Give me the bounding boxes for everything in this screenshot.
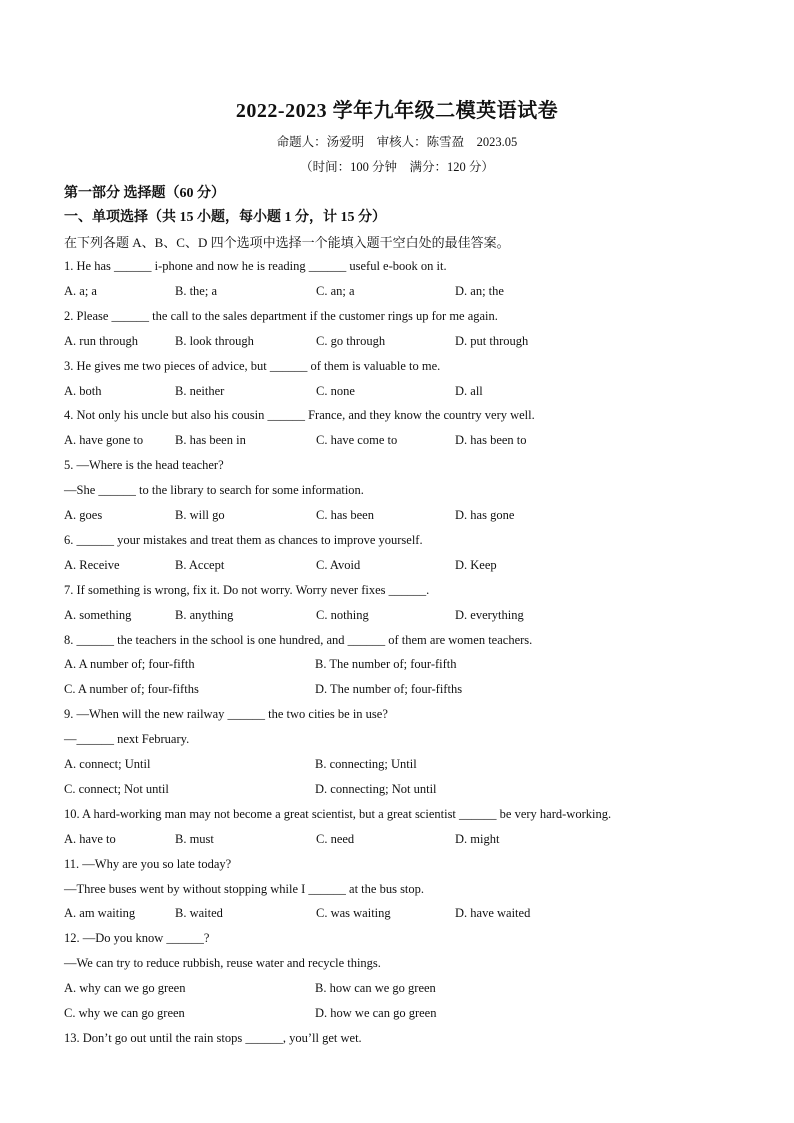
answer-option[interactable]: A. a; a xyxy=(64,283,97,298)
option-row xyxy=(64,381,744,401)
answer-option[interactable]: A. connect; Until xyxy=(64,757,151,771)
exam-title: 2022-2023 学年九年级二模英语试卷 xyxy=(235,100,559,122)
section-heading: 一、单项选择（共 15 小题，每小题 1 分，计 15 分） xyxy=(64,210,386,225)
answer-option[interactable]: C. an; a xyxy=(316,283,355,298)
answer-option[interactable]: A. goes xyxy=(64,508,103,522)
answer-option[interactable]: D. all xyxy=(455,383,483,398)
option-row xyxy=(64,281,744,301)
question-text: 12. —Do you know ______? xyxy=(64,931,210,946)
answer-option[interactable]: C. none xyxy=(316,383,355,398)
answer-option[interactable]: A. both xyxy=(64,383,102,398)
option-row xyxy=(64,654,744,674)
answer-option[interactable]: B. will go xyxy=(175,508,225,522)
answer-option[interactable]: B. has been in xyxy=(175,433,246,448)
question-text: —Three buses went by without stopping while I ______ at the bus stop. xyxy=(64,881,425,896)
answer-option[interactable]: B. Accept xyxy=(175,557,225,572)
option-row xyxy=(64,903,744,923)
answer-option[interactable]: D. an; the xyxy=(455,283,504,298)
answer-option[interactable]: A. Receive xyxy=(64,557,120,572)
answer-option[interactable]: A. why can we go green xyxy=(64,981,186,996)
answer-option[interactable]: D. everything xyxy=(455,607,524,622)
option-row xyxy=(64,430,744,450)
question-text: —______ next February. xyxy=(64,732,190,747)
answer-option[interactable]: D. has been to xyxy=(455,433,527,448)
answer-option[interactable]: B. connecting; Until xyxy=(315,757,417,771)
answer-option[interactable]: C. need xyxy=(316,831,355,846)
answer-option[interactable]: B. how can we go green xyxy=(315,981,436,996)
answer-option[interactable]: C. A number of; four-fifths xyxy=(64,682,199,697)
answer-option[interactable]: D. has gone xyxy=(455,508,515,522)
question-text: 3. He gives me two pieces of advice, but ______ of them is valuable to me. xyxy=(64,358,441,373)
option-row xyxy=(64,1003,744,1023)
answer-option[interactable]: C. has been xyxy=(316,508,374,522)
option-row xyxy=(64,978,744,998)
answer-option[interactable]: C. go through xyxy=(316,333,386,348)
question-text: —We can try to reduce rubbish, reuse water and recycle things. xyxy=(64,956,381,971)
option-row xyxy=(64,331,744,351)
exam-time-info: （时间：100 分钟 满分：120 分） xyxy=(300,160,494,174)
answer-option[interactable]: A. have to xyxy=(64,831,116,846)
section-instruction: 在下列各题 A、B、C、D 四个选项中选择一个能填入题干空白处的最佳答案。 xyxy=(64,235,510,250)
question-text: 11. —Why are you so late today? xyxy=(64,856,232,871)
answer-option[interactable]: D. how we can go green xyxy=(315,1006,437,1020)
answer-option[interactable]: D. connecting; Not until xyxy=(315,781,437,796)
answer-option[interactable]: B. neither xyxy=(175,383,225,398)
question-text: 10. A hard-working man may not become a great scientist, but a great scientist ______ be very hard-working. xyxy=(64,806,612,821)
answer-option[interactable]: B. must xyxy=(175,831,214,846)
question-text: 5. —Where is the head teacher? xyxy=(64,458,224,473)
option-row xyxy=(64,555,744,575)
exam-authors: 命题人：汤爱明 审核人：陈雪盈 2023.05 xyxy=(276,135,518,149)
answer-option[interactable]: D. Keep xyxy=(455,557,497,572)
question-text: 1. He has ______ i-phone and now he is reading ______ useful e-book on it. xyxy=(64,259,447,273)
question-text: 8. ______ the teachers in the school is one hundred, and ______ of them are women teachers. xyxy=(64,632,533,647)
question-text: 2. Please ______ the call to the sales department if the customer rings up for me again. xyxy=(64,308,498,323)
option-row xyxy=(64,829,744,849)
answer-option[interactable]: C. connect; Not until xyxy=(64,781,169,796)
option-row xyxy=(64,605,744,625)
answer-option[interactable]: C. have come to xyxy=(316,433,398,448)
question-text: 13. Don’t go out until the rain stops ______, you’ll get wet. xyxy=(64,1030,362,1045)
answer-option[interactable]: D. put through xyxy=(455,333,529,348)
answer-option[interactable]: B. anything xyxy=(175,607,234,622)
answer-option[interactable]: B. look through xyxy=(175,333,254,348)
answer-option[interactable]: A. run through xyxy=(64,333,138,348)
answer-option[interactable]: C. nothing xyxy=(316,607,369,622)
question-text: —She ______ to the library to search for some information. xyxy=(64,483,364,498)
answer-option[interactable]: D. have waited xyxy=(455,906,531,921)
answer-option[interactable]: C. Avoid xyxy=(316,557,361,572)
answer-option[interactable]: D. The number of; four-fifths xyxy=(315,682,463,697)
answer-option[interactable]: A. something xyxy=(64,607,132,622)
question-text: 9. —When will the new railway ______ the two cities be in use? xyxy=(64,707,388,722)
option-row xyxy=(64,779,744,799)
answer-option[interactable]: A. have gone to xyxy=(64,433,144,448)
answer-option[interactable]: C. was waiting xyxy=(316,906,391,921)
question-text: 7. If something is wrong, fix it. Do not worry. Worry never fixes ______. xyxy=(64,582,430,597)
part-heading: 第一部分 选择题（60 分） xyxy=(64,186,225,201)
option-row xyxy=(64,754,744,774)
answer-option[interactable]: B. The number of; four-fifth xyxy=(315,657,457,672)
question-text: 6. ______ your mistakes and treat them as chances to improve yourself. xyxy=(64,532,423,547)
option-row xyxy=(64,679,744,699)
question-text: 4. Not only his uncle but also his cousin ______ France, and they know the country very well. xyxy=(64,408,535,423)
answer-option[interactable]: B. waited xyxy=(175,906,223,921)
answer-option[interactable]: B. the; a xyxy=(175,283,218,298)
answer-option[interactable]: A. am waiting xyxy=(64,906,136,921)
answer-option[interactable]: D. might xyxy=(455,831,500,846)
answer-option[interactable]: C. why we can go green xyxy=(64,1006,185,1020)
answer-option[interactable]: A. A number of; four-fifth xyxy=(64,657,195,672)
option-row xyxy=(64,505,744,525)
